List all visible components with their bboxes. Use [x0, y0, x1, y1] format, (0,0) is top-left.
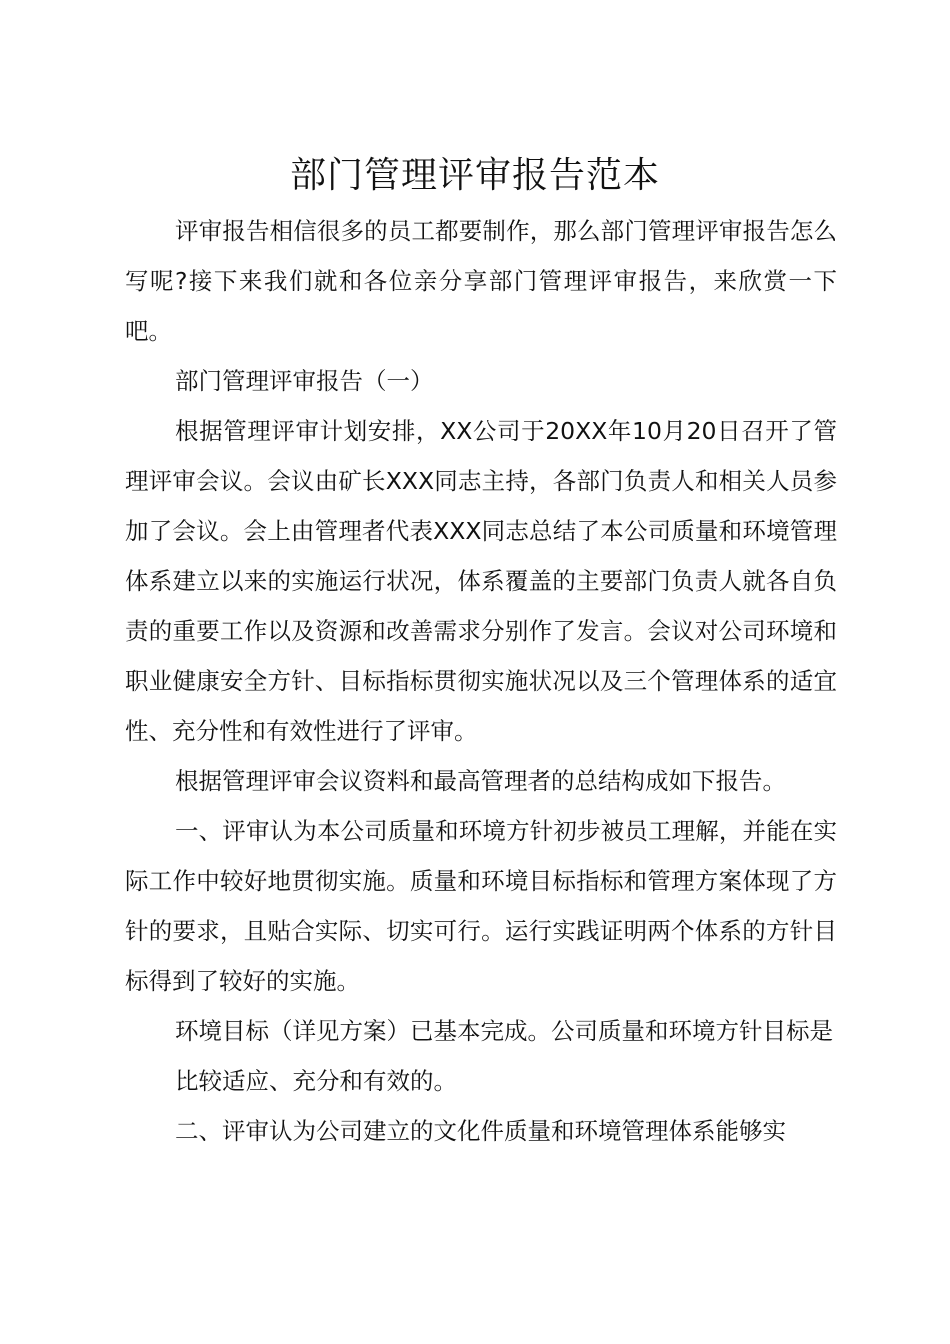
section-heading: 部门管理评审报告（一）: [175, 367, 434, 395]
paragraph-report-basis: 根据管理评审会议资料和最高管理者的总结构成如下报告。: [175, 767, 786, 795]
paragraph-environment-goals-continued: 比较适应、充分和有效的。: [175, 1067, 457, 1095]
paragraph-meeting: 根据管理评审计划安排，XX公司于20XX年10月20日召开了管理评审会议。会议由矿长XXX同志主持，各部门负责人和相关人员参加了会议。会上由管理者代表XXX同志总结了本公司质量和环境管理体系建立以来的实施运行状况，体系覆盖的主要部门负责人就各自负责的重要工作以及资源和改善需求分别作了发言。会议对公司环境和职业健康安全方针、目标指标贯彻实施状况以及三个管理体系的适宜性、充分性和有效性进行了评审。: [125, 417, 837, 745]
paragraph-environment-goals: 环境目标（详见方案）已基本完成。公司质量和环境方针目标是: [175, 1017, 833, 1045]
paragraph-item-two: 二、评审认为公司建立的文化件质量和环境管理体系能够实: [175, 1117, 786, 1145]
document-title: 部门管理评审报告范本: [289, 155, 660, 196]
document-body: [125, 206, 837, 1156]
paragraph-item-one: 一、评审认为本公司质量和环境方针初步被员工理解，并能在实际工作中较好地贯彻实施。质量和环境目标指标和管理方案体现了方针的要求，且贴合实际、切实可行。运行实践证明两个体系的方针目标得到了较好的实施。: [125, 817, 837, 995]
paragraph-intro: 评审报告相信很多的员工都要制作，那么部门管理评审报告怎么写呢?接下来我们就和各位亲分享部门管理评审报告，来欣赏一下吧。: [125, 217, 837, 345]
